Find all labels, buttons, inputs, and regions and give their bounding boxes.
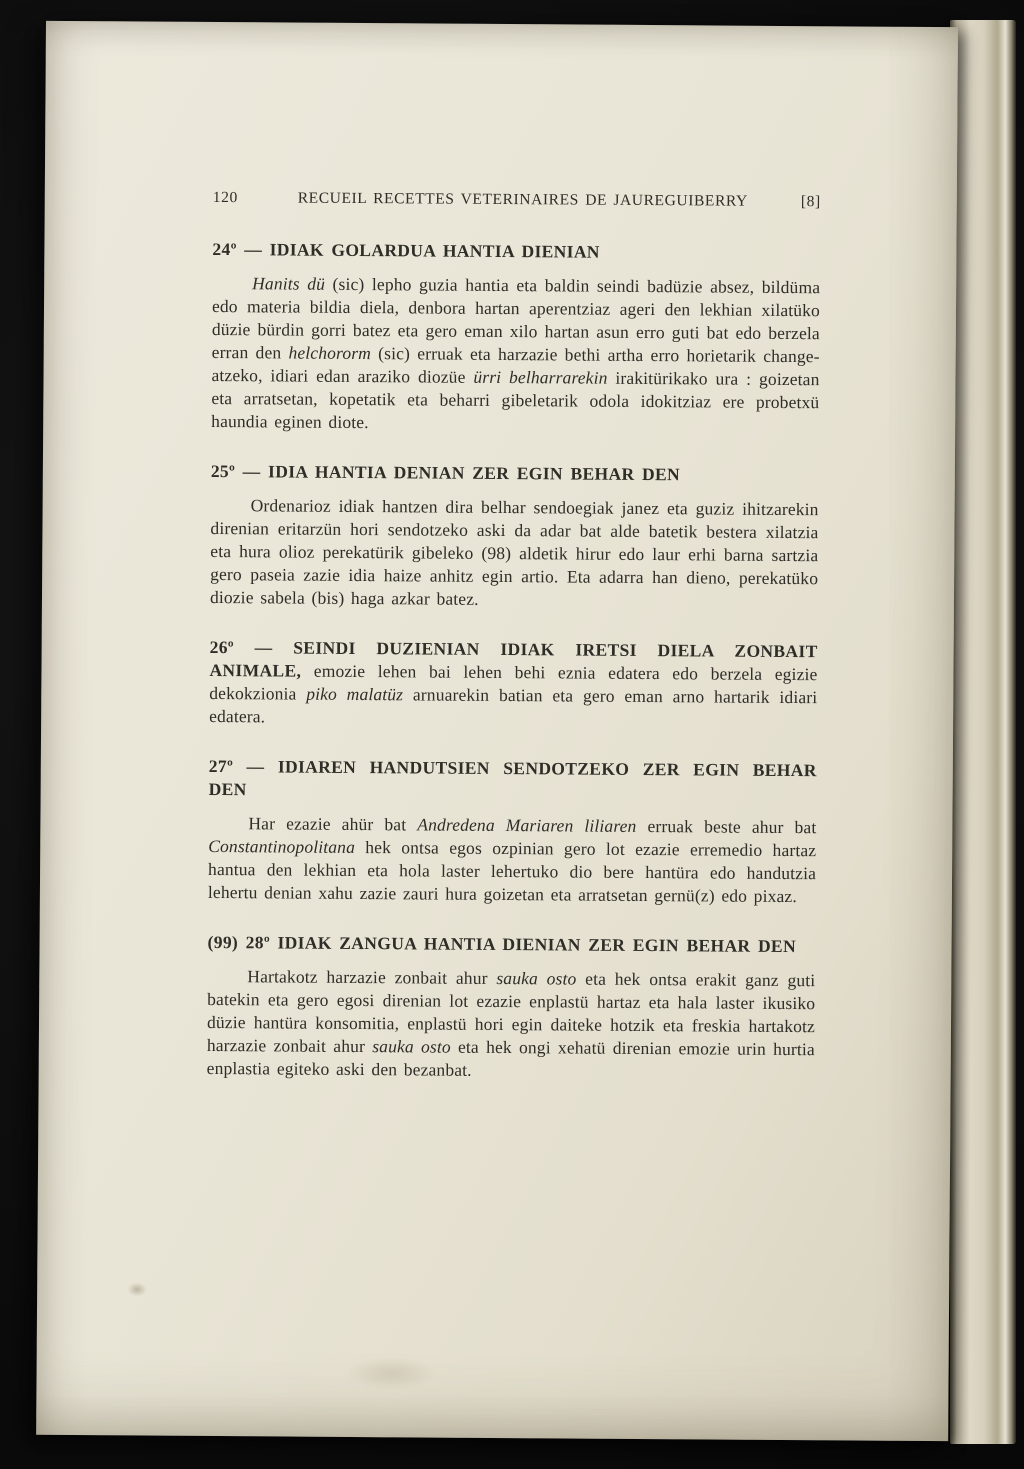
paragraph — [209, 636, 818, 732]
section-heading: (99) 28º IDIAK ZANGUA HANTIA DIENIAN ZER EGIN BEHAR DEN — [207, 931, 797, 957]
runin-heading: 26º — SEINDI DUZIENIAN IDIAK IRETSI DIELA ZONBAIT ANIMALE, — [209, 636, 818, 681]
recipe-section — [211, 238, 820, 437]
italic-term: piko malatüz — [306, 683, 404, 705]
text-run: erruak beste ahur bat — [636, 815, 817, 838]
text-run: emozie lehen bai lehen behi eznia edatera edo berzela egizie dekokzionia — [209, 660, 818, 704]
recipe-section — [207, 931, 816, 1084]
text-run: eta hek ongi xehatü direnian emozie urin hurtia enplastia egiteko aski den bezanbat. — [206, 1036, 815, 1080]
text-run: arnuarekin batian eta gero eman arno hartarik idiari edatera. — [209, 684, 818, 727]
italic-term: sauka osto — [496, 967, 577, 989]
section-heading: 25º — IDIA HANTIA DENIAN ZER EGIN BEHAR DEN — [210, 460, 681, 485]
text-run: (sic) erruak eta harzazie bethi artha erro horietarik change-atzeko, idiari edan araziko diozüe — [211, 343, 820, 387]
italic-term: Hanits dü — [252, 273, 326, 294]
text-run: Har ezazie ahür bat — [248, 813, 418, 835]
recipe-section — [210, 460, 819, 613]
paper-stain — [326, 1349, 456, 1398]
book-page — [36, 21, 958, 1441]
text-run: Hartakotz harzazie zonbait ahur — [247, 966, 497, 988]
recipe-section — [208, 755, 817, 908]
text-run: eta hek ontsa erakit ganz guti batekin eta gero egosi direnian lot ezazie enplastü hartaz eta hala laster ikusiko düzie hantüra konsomitia, enplastü hori egin daiteke hotzik eta freskia hartakotz harzazie zonbait ahur — [206, 968, 816, 1057]
italic-term: ürri belharrarekin — [473, 366, 608, 388]
page-number: 120 — [212, 188, 238, 207]
paragraph — [207, 965, 816, 1084]
italic-term: Andredena Mariaren liliaren — [417, 814, 637, 836]
sections — [207, 238, 821, 1084]
running-title: RECUEIL RECETTES VETERINAIRES DE JAUREGUIBERRY — [297, 189, 748, 210]
paragraph — [210, 494, 819, 613]
section-heading: 24º — IDIAK GOLARDUA HANTIA DIENIAN — [212, 238, 600, 262]
section-heading: 27º — IDIAREN HANDUTSIEN SENDOTZEKO ZER EGIN BEHAR DEN — [208, 755, 817, 800]
paragraph — [208, 812, 817, 908]
running-header — [213, 189, 821, 211]
paragraph — [211, 272, 820, 437]
italic-term: helchororm — [288, 342, 372, 364]
italic-term: sauka osto — [372, 1036, 451, 1057]
text-run: irakitürikako ura : goizetan eta arratsetan, kopetatik eta beharri gibeletarik odola idokitziaz ere probetxü haundia eginen diote. — [211, 367, 820, 433]
text-run: hek ontsa egos ozpinian gero lot ezazie erremedio hartaz hantua den lekhian eta hola laster lehertuko dio bere hantüra edo handutzia lehertu denian xahu zazie zauri hura goizetan eta arratsetan gernü(z) edo pixaz. — [207, 836, 817, 907]
adjacent-page-edge — [950, 20, 1016, 1444]
page-content — [39, 21, 958, 1085]
text-run: (sic) lepho guzia hantia eta baldin seindi badüzie absez, bildüma edo materia bildia diela, denbora hartan aperentziaz ageri den lekhian xilatüko düzie bürdin gorri batez eta gero eman xilo hartan asun erro guti bat edo berzela erran den — [211, 273, 821, 363]
italic-term: Constantinopolitana — [208, 835, 356, 857]
text-run: Ordenarioz idiak hantzen dira belhar sendoegiak janez eta guziz ihitzarekin direnian eritarzün hori sendotzeko aski da adar bat alde batetik bestera xilatzia eta hura olioz perekatürik gibeleko (98) aldetik hirur edo laur erhi barna sartzia gero paseia zazie idia haize anhitz egin artio. Eta adarra han dieno, perekatüko diozie sabela (bis) haga azkar batez. — [209, 495, 819, 609]
paper-stain — [123, 1279, 151, 1299]
bracket-folio: [8] — [800, 193, 821, 211]
recipe-section — [209, 636, 818, 732]
